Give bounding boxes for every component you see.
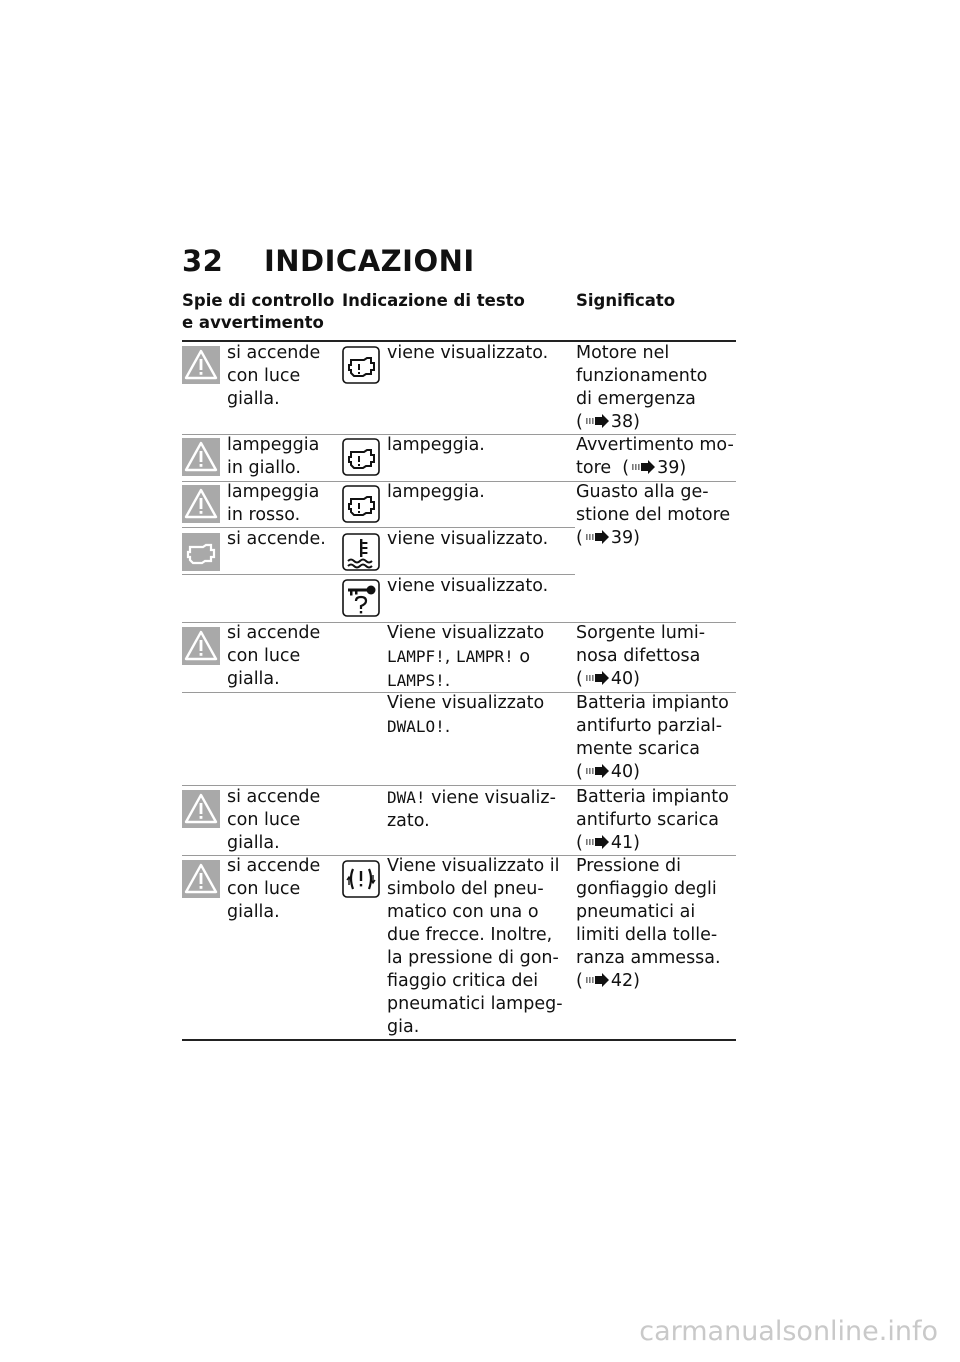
page-reference: 40) — [610, 762, 640, 782]
engine-warning-icon — [182, 533, 220, 571]
table-bottom-rule — [182, 1039, 736, 1041]
row-3-indicator: lampeggia in rosso. — [227, 482, 320, 525]
warning-triangle-icon — [182, 346, 220, 384]
page-reference-arrow-icon — [584, 973, 610, 987]
row-3-meaning: Guasto alla ge- stione del motore ( 39) — [576, 482, 731, 548]
tyre-pressure-icon — [342, 860, 380, 898]
column-header-text-display: Indicazione di testo — [342, 291, 525, 310]
row-6-text: Viene visualizzato LAMPF!, LAMPR! o LAMPS!. — [387, 623, 545, 691]
coolant-temperature-icon — [342, 533, 380, 571]
page-reference-arrow-icon — [584, 764, 610, 778]
engine-icon — [342, 346, 380, 384]
column-header-meaning: Significato — [576, 291, 676, 310]
row-8-indicator: si accende con luce gialla. — [227, 787, 321, 853]
page-header — [182, 244, 475, 278]
row-1-text: viene visualizzato. — [387, 343, 549, 363]
page-number: 32 — [182, 244, 224, 278]
row-9-meaning: Pressione di gonfiaggio degli pneumatici ai limiti della tolle- ranza ammessa. ( 42) — [576, 856, 721, 991]
page-reference: 39) — [610, 528, 640, 548]
engine-icon — [342, 438, 380, 476]
row-2-indicator: lampeggia in giallo. — [227, 435, 320, 478]
column-header-warning-lights: Spie di controllo e avvertimento — [182, 291, 335, 332]
page-reference: 39) — [657, 458, 687, 478]
page-reference: 42) — [610, 971, 640, 991]
page-reference: 38) — [610, 412, 640, 432]
row-8-text: DWA! viene visualiz- zato. — [387, 788, 556, 831]
page-reference-arrow-icon — [584, 530, 610, 544]
row-2-text: lampeggia. — [387, 435, 485, 455]
engine-icon — [342, 485, 380, 523]
row-5-text: viene visualizzato. — [387, 576, 549, 596]
page-reference: 40) — [610, 669, 640, 689]
row-7-text: Viene visualizzato DWALO!. — [387, 693, 545, 737]
key-question-icon — [342, 579, 380, 617]
row-9-indicator: si accende con luce gialla. — [227, 856, 321, 922]
warning-triangle-icon — [182, 485, 220, 523]
row-8-meaning: Batteria impianto antifurto scarica ( 41) — [576, 787, 729, 853]
row-3-text: lampeggia. — [387, 482, 485, 502]
row-4-indicator: si accende. — [227, 529, 326, 549]
warning-triangle-icon — [182, 790, 220, 828]
warning-triangle-icon — [182, 438, 220, 476]
watermark: carmanualsonline.info — [639, 1316, 938, 1347]
page-reference-arrow-icon — [584, 414, 610, 428]
page-reference-arrow-icon — [630, 460, 656, 474]
page-title: INDICAZIONI — [264, 244, 475, 278]
row-7-meaning: Batteria impianto antifurto parzial- mente scarica ( 40) — [576, 693, 729, 782]
warning-triangle-icon — [182, 860, 220, 898]
row-6-meaning: Sorgente lumi- nosa difettosa ( 40) — [576, 623, 706, 689]
warning-triangle-icon — [182, 627, 220, 665]
page-reference: 41) — [610, 833, 640, 853]
page-reference-arrow-icon — [584, 835, 610, 849]
row-6-indicator: si accende con luce gialla. — [227, 623, 321, 689]
row-4-text: viene visualizzato. — [387, 529, 549, 549]
row-2-meaning: Avvertimento mo- tore ( 39) — [576, 435, 734, 478]
row-1-meaning: Motore nel funzionamento di emergenza ( 38) — [576, 343, 708, 432]
page-reference-arrow-icon — [584, 671, 610, 685]
row-1-indicator: si accende con luce gialla. — [227, 343, 321, 409]
row-9-text: Viene visualizzato il simbolo del pneu- matico con una o due frecce. Inoltre, la pressione di gon- fiaggio critica dei pneumatici lampeg- gia. — [387, 856, 563, 1037]
